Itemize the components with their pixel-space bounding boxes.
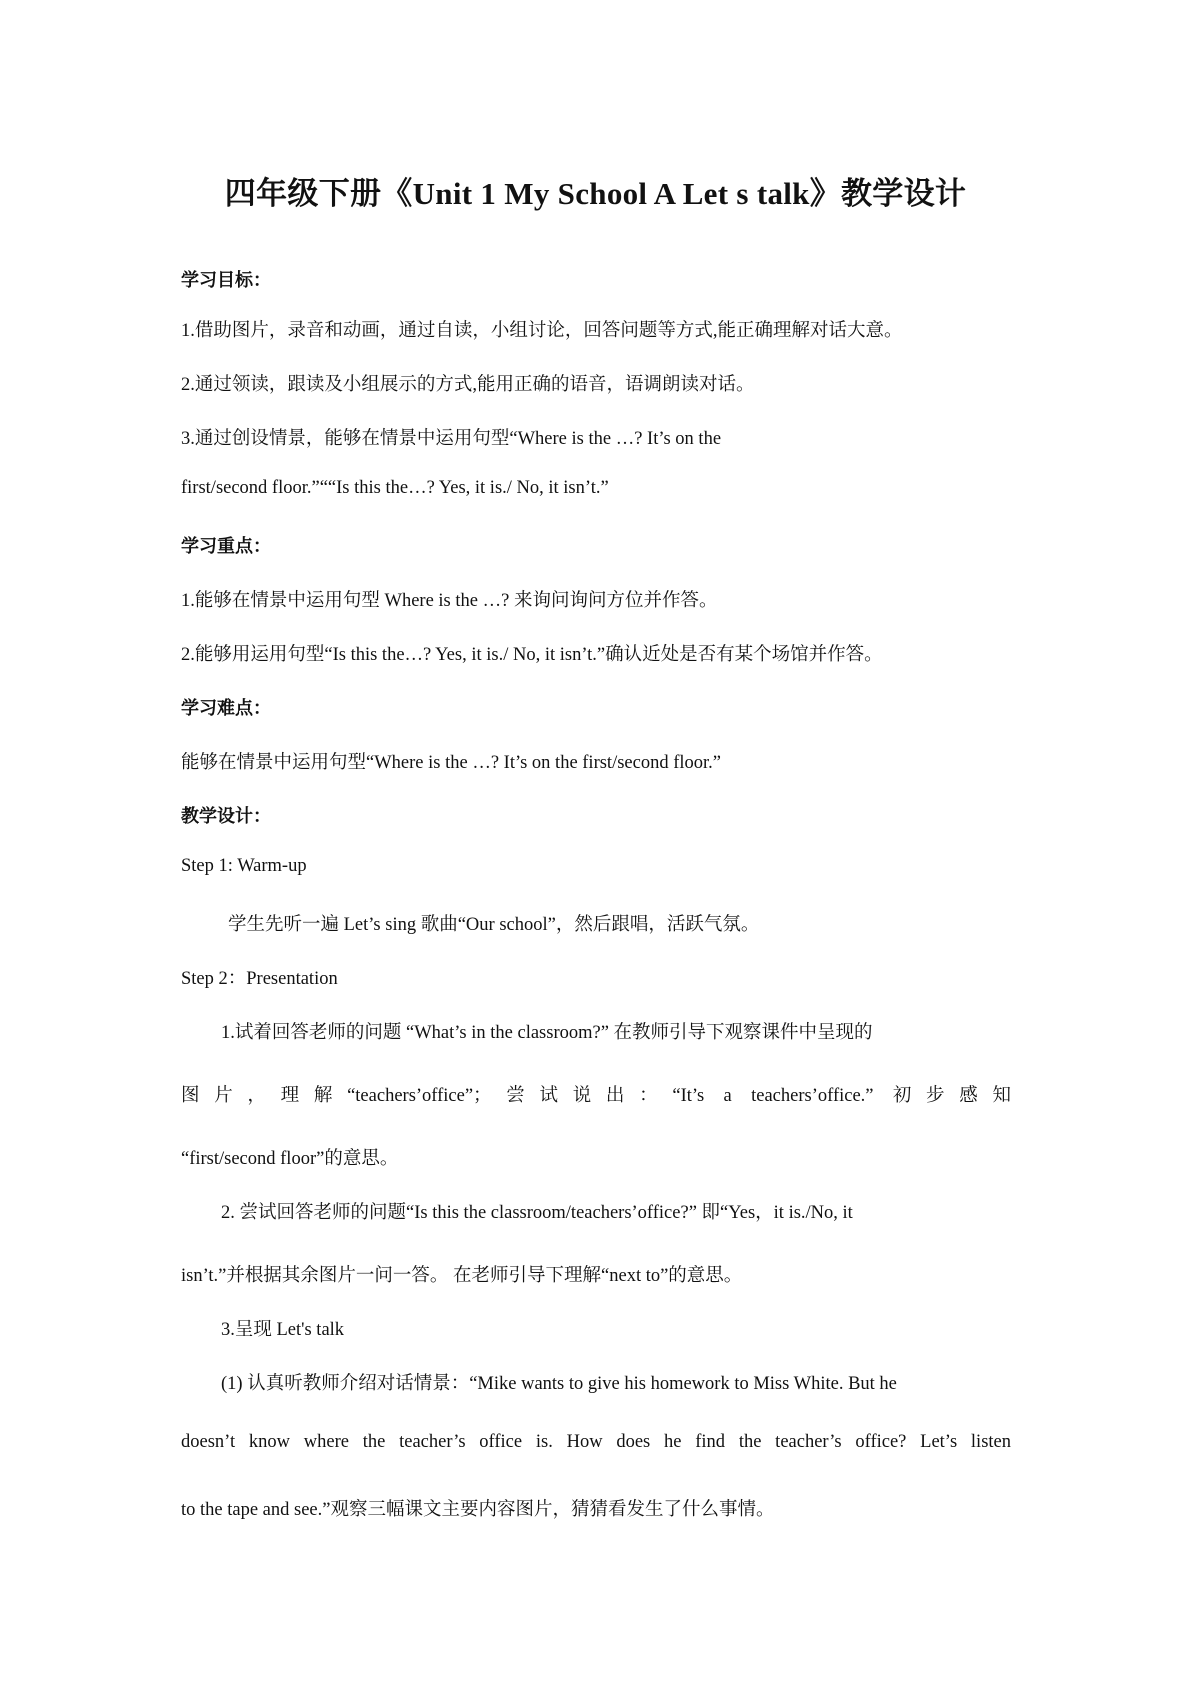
objective-2: 2.通过领读，跟读及小组展示的方式,能用正确的语音，语调朗读对话。 — [181, 375, 755, 395]
objective-1: 1.借助图片，录音和动画，通过自读，小组讨论，回答问题等方式,能正确理解对话大意。 — [181, 321, 903, 341]
title-prefix: 四年级下册《 — [224, 176, 413, 212]
paragraph-1-line-2: 图片，理解“teachers’office”；尝试说出：“It’s a teachers’office.” 初步感知 — [181, 1086, 1011, 1106]
difficulties-heading: 学习难点： — [181, 698, 271, 719]
objectives-heading: 学习目标： — [181, 270, 271, 291]
paragraph-1-line-3: “first/second floor”的意思。 — [181, 1149, 399, 1169]
paragraph-4-line-2: doesn’t know where the teacher’s office is. How does he find the teacher’s office? Let’s listen — [181, 1432, 1011, 1452]
key-point-1: 1.能够在情景中运用句型 Where is the …? 来询问询问方位并作答。 — [181, 591, 718, 611]
objective-3: 3.通过创设情景，能够在情景中运用句型“Where is the …? It’s on the — [181, 429, 722, 449]
key-points-heading: 学习重点： — [181, 536, 271, 557]
paragraph-2-line-2: isn’t.”并根据其余图片一问一答。 在老师引导下理解“next to”的意思。 — [181, 1266, 743, 1286]
paragraph-3-line-1: 3.呈现 Let's talk — [221, 1320, 345, 1340]
difficulty-1: 能够在情景中运用句型“Where is the …? It’s on the first/second floor.” — [181, 753, 721, 773]
title-suffix: 》教学设计 — [809, 176, 967, 212]
paragraph-2-line-1: 2. 尝试回答老师的问题“Is this the classroom/teachers’office?” 即“Yes，it is./No, it — [221, 1203, 853, 1223]
paragraph-4-line-3: to the tape and see.”观察三幅课文主要内容图片，猜猜看发生了什么事情。 — [181, 1500, 775, 1520]
objective-3-cont: first/second floor.”““Is this the…? Yes, it is./ No, it isn’t.” — [181, 478, 609, 498]
key-point-2: 2.能够用运用句型“Is this the…? Yes, it is./ No, it isn’t.”确认近处是否有某个场馆并作答。 — [181, 645, 883, 665]
paragraph-4-line-1: (1) 认真听教师介绍对话情景：“Mike wants to give his homework to Miss White. But he — [221, 1374, 897, 1394]
document-title — [0, 168, 1191, 213]
design-heading: 教学设计： — [181, 806, 271, 827]
title-english: Unit 1 My School A Let s talk — [412, 176, 810, 211]
step1-text: 学生先听一遍 Let’s sing 歌曲“Our school”，然后跟唱，活跃气氛。 — [228, 915, 760, 935]
step2-title: Step 2：Presentation — [181, 969, 338, 989]
step1-title: Step 1: Warm-up — [181, 856, 307, 876]
paragraph-1-line-1: 1.试着回答老师的问题 “What’s in the classroom?” 在教师引导下观察课件中呈现的 — [221, 1023, 873, 1043]
